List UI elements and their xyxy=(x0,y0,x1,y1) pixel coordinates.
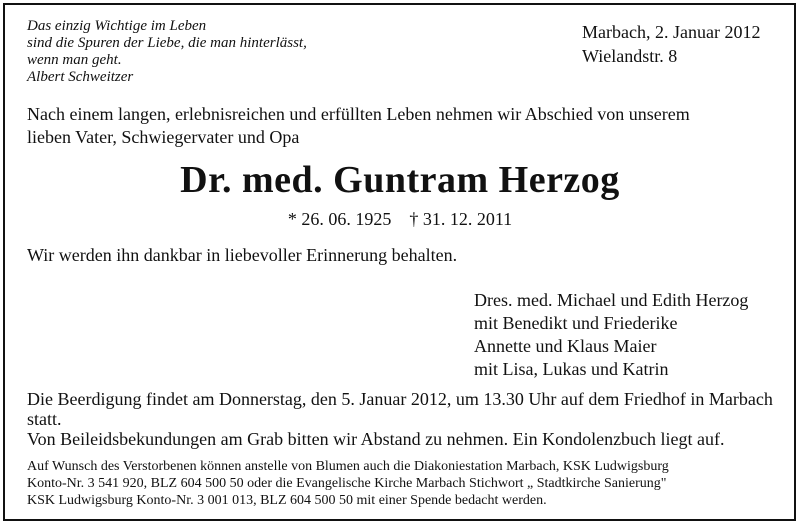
quote-author: Albert Schweitzer xyxy=(27,69,134,85)
mourner-line: mit Benedikt und Friederike xyxy=(474,313,678,333)
condolence-line: Von Beileidsbekundungen am Grab bitten wir Abstand zu nehmen. Ein Kondolenzbuch liegt auf. xyxy=(27,429,725,449)
donation-line: KSK Ludwigsburg Konto-Nr. 3 001 013, BLZ 604 500 50 mit einer Spende bedacht werden. xyxy=(27,493,547,508)
funeral-line: Die Beerdigung findet am Donnerstag, den 5. Januar 2012, um 13.30 Uhr auf dem Friedhof in Marbach xyxy=(27,389,773,409)
quote-line: wenn man geht. xyxy=(27,52,122,68)
quote-line: Das einzig Wichtige im Leben xyxy=(27,18,207,34)
birth-date: * 26. 06. 1925 xyxy=(287,209,392,229)
intro-line: lieben Vater, Schwiegervater und Opa xyxy=(27,127,300,147)
epigraph-quote xyxy=(27,18,307,86)
mourner-line: mit Lisa, Lukas und Katrin xyxy=(474,359,669,379)
donation-line: Auf Wunsch des Verstorbenen können anstelle von Blumen auch die Diakoniestation Marbach, KSK Ludwigsburg xyxy=(27,459,669,474)
intro-line: Nach einem langen, erlebnisreichen und erfüllten Leben nehmen wir Abschied von unserem xyxy=(27,104,690,124)
place-date: Marbach, 2. Januar 2012 xyxy=(582,22,761,42)
quote-line: sind die Spuren der Liebe, die man hinterlässt, xyxy=(27,35,307,51)
intro-text xyxy=(27,103,775,149)
deceased-name: Dr. med. Guntram Herzog xyxy=(180,159,620,201)
address: Wielandstr. 8 xyxy=(582,46,678,66)
donation-line: Konto-Nr. 3 541 920, BLZ 604 500 50 oder die Evangelische Kirche Marbach Stichwort „ Stadtkirche Sanierung" xyxy=(27,476,667,491)
death-date: † 31. 12. 2011 xyxy=(409,209,513,229)
mourner-line: Dres. med. Michael und Edith Herzog xyxy=(474,290,749,310)
life-dates xyxy=(0,208,800,230)
mourners-list xyxy=(474,289,748,381)
remembrance-line: Wir werden ihn dankbar in liebevoller Erinnerung behalten. xyxy=(27,245,458,265)
mourner-line: Annette und Klaus Maier xyxy=(474,336,657,356)
place-and-address xyxy=(582,20,760,68)
donation-notice xyxy=(27,458,669,509)
funeral-line: statt. xyxy=(27,409,62,429)
funeral-notice xyxy=(27,389,787,449)
